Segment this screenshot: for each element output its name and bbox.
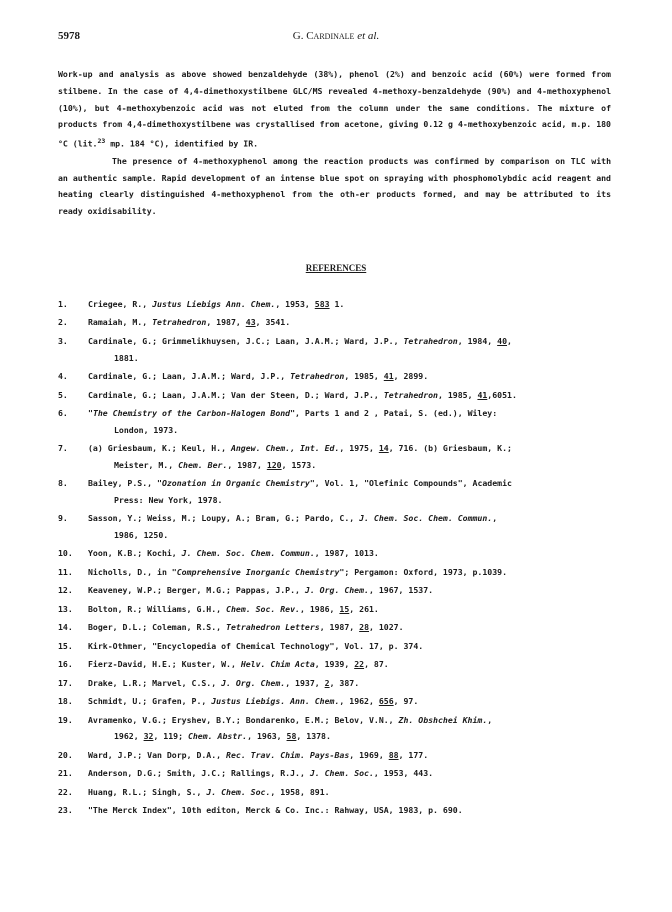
- reference-segment: ,: [507, 335, 512, 346]
- reference-segment: 22: [354, 659, 365, 670]
- reference-number: 4.: [58, 371, 68, 382]
- reference-segment: J. Chem. Soc. Chem. Commun.: [181, 548, 315, 559]
- reference-segment: "The Merck Index", 10th editon, Merck & Co. Inc.: Rahway, USA, 1983, p. 690.: [88, 805, 463, 816]
- reference-segment: 1881.: [114, 352, 139, 363]
- reference-segment: , 1986,: [299, 603, 340, 614]
- reference-item: [58, 475, 618, 508]
- reference-segment: Anderson, D.G.; Smith, J.C.; Rallings, R.J.,: [88, 768, 310, 779]
- reference-segment: 1.: [329, 299, 345, 309]
- reference-segment: J. Org. Chem.: [304, 585, 369, 596]
- reference-segment: Tetrahedron: [383, 389, 438, 400]
- running-header: [0, 30, 672, 42]
- reference-number: 6.: [58, 408, 68, 419]
- reference-segment: Huang, R.L.; Singh, S.,: [88, 786, 207, 797]
- reference-segment: , 1573.: [281, 459, 317, 470]
- reference-segment: Tetrahedron: [290, 371, 345, 382]
- reference-number: 22.: [58, 786, 73, 797]
- reference-number: 23.: [58, 805, 73, 816]
- reference-item: [58, 747, 618, 764]
- reference-item: [58, 765, 618, 782]
- reference-segment: , 1969,: [349, 749, 389, 760]
- reference-segment: Chem. Ber.: [178, 459, 228, 470]
- reference-item: [58, 314, 618, 331]
- reference-segment: Tetrahedron: [152, 317, 207, 328]
- reference-continuation: [88, 422, 618, 439]
- reference-segment: , 1958, 891.: [270, 786, 330, 797]
- reference-number: 9.: [58, 513, 68, 524]
- page-number: 5978: [58, 30, 80, 42]
- reference-segment: Helv. Chim Acta: [240, 659, 315, 670]
- reference-segment: ,: [487, 714, 493, 725]
- paragraph-2: The presence of 4-methoxyphenol among the reaction products was confirmed by comparison on TLC with an authentic sample. Rapid development of an intense blue spot on spraying with phosphomolybdic acid reagent and heating clearly distinguished 4-methoxyphenol from the oth-er products formed, and may be attributed to its ready oxidisability.: [58, 155, 611, 217]
- reference-segment: 88: [388, 749, 399, 760]
- body-text: [58, 66, 611, 220]
- reference-item: [58, 387, 618, 404]
- reference-segment: The Chemistry of the Carbon-Halogen Bond: [92, 408, 291, 419]
- reference-segment: Meister, M.,: [114, 459, 179, 470]
- reference-segment: , 1378.: [296, 731, 331, 742]
- reference-segment: J. Chem. Soc.: [309, 768, 374, 779]
- reference-segment: 120: [266, 459, 282, 470]
- reference-item: [58, 638, 618, 655]
- reference-segment: Bolton, R.; Williams, G.H.,: [88, 603, 227, 614]
- reference-segment: Schmidt, U.; Grafen, P.,: [88, 696, 212, 707]
- reference-segment: , 1987, 1013.: [314, 548, 379, 559]
- reference-number: 8.: [58, 478, 68, 489]
- reference-segment: Yoon, K.B.; Kochi,: [88, 548, 182, 559]
- reference-segment: , 119;: [153, 731, 188, 742]
- reference-segment: 1962,: [114, 731, 144, 742]
- reference-number: 13.: [58, 603, 73, 614]
- reference-segment: , 716. (b) Griesbaum, K.;: [388, 443, 512, 454]
- reference-segment: , 387.: [329, 677, 360, 688]
- reference-item: [58, 510, 618, 543]
- reference-segment: Keaveney, W.P.; Berger, M.G.; Pappas, J.P.,: [88, 585, 305, 596]
- reference-segment: Avramenko, V.G.; Eryshev, B.Y.; Bondarenko, E.M.; Belov, V.N.,: [88, 714, 399, 725]
- reference-segment: , 1953,: [275, 299, 315, 309]
- reference-segment: Rec. Trav. Chim. Pays-Bas: [226, 749, 350, 760]
- reference-segment: , 1939,: [314, 659, 355, 670]
- reference-segment: Chem. Abstr.: [187, 731, 248, 742]
- paragraph-1: [58, 66, 611, 153]
- reference-segment: , 1985,: [344, 371, 384, 382]
- reference-item: [58, 802, 618, 819]
- reference-item: [58, 619, 618, 636]
- reference-segment: Nicholls, D., in ": [88, 566, 177, 577]
- reference-item: [58, 545, 618, 562]
- reference-segment: Cardinale, G.; Laan, J.A.M.; Ward, J.P.,: [88, 371, 291, 382]
- reference-item: [58, 333, 618, 366]
- running-header-etal: et al.: [357, 30, 380, 42]
- reference-number: 1.: [58, 299, 68, 309]
- reference-segment: Comprehensive Inorganic Chemistry: [176, 566, 340, 577]
- reference-segment: Press: New York, 1978.: [114, 494, 223, 505]
- reference-number: 14.: [58, 622, 73, 633]
- reference-number: 19.: [58, 714, 73, 725]
- reference-segment: Boger, D.L.; Coleman, R.S.,: [88, 622, 227, 633]
- reference-segment: 41: [477, 389, 488, 400]
- reference-segment: , 1963,: [247, 731, 287, 742]
- reference-segment: ,: [492, 513, 498, 524]
- reference-item: [58, 693, 618, 710]
- reference-segment: 656: [378, 696, 394, 707]
- paragraph-1-end: mp. 184 °C), identified by IR.: [105, 138, 259, 149]
- reference-number: 20.: [58, 749, 73, 760]
- reference-segment: 1986, 1250.: [114, 529, 169, 540]
- reference-continuation: [88, 728, 618, 745]
- reference-segment: Cardinale, G.; Grimmelikhuysen, J.C.; Laan, J.A.M.; Ward, J.P.,: [88, 335, 404, 346]
- reference-number: 11.: [58, 566, 73, 577]
- reference-segment: J. Org. Chem.: [221, 677, 286, 688]
- reference-segment: 583: [314, 299, 330, 309]
- reference-segment: , 1953, 443.: [373, 768, 434, 779]
- reference-segment: London, 1973.: [114, 424, 179, 435]
- reference-segment: Cardinale, G.; Laan, J.A.M.; Van der Steen, D.; Ward, J.P.,: [88, 389, 384, 400]
- reference-segment: , 1987,: [319, 622, 360, 633]
- reference-segment: , 1987,: [206, 317, 246, 328]
- reference-item: [58, 582, 618, 599]
- reference-segment: , 97.: [393, 696, 419, 707]
- reference-segment: , 1975,: [339, 443, 379, 454]
- reference-segment: Ward, J.P.; Van Dorp, D.A.,: [88, 749, 227, 760]
- reference-item: [58, 564, 618, 581]
- reference-segment: ", Parts 1 and 2 , Patai, S. (ed.), Wiley:: [290, 408, 498, 419]
- reference-segment: Bailey, P.S., ": [88, 478, 162, 489]
- reference-segment: 40: [497, 335, 508, 346]
- reference-item: [58, 296, 618, 313]
- reference-segment: Justus Liebigs Ann. Chem.: [152, 299, 276, 309]
- reference-segment: Sasson, Y.; Weiss, M.; Loupy, A.; Bram, G.; Pardo, C.,: [88, 513, 360, 524]
- paragraph-1-text: Work-up and analysis as above showed benzaldehyde (38%), phenol (2%) and benzoic acid (60%) were formed from stilbene. In the case of 4,4-dimethoxystilbene GLC/MS revealed 4-methoxy-benzaldehyde (90%) and 4-methoxyphenol (10%), but 4-methoxybenzoic acid was not eluted from the column under the same conditions. The mixture of products from 4,4-dimethoxystilbene was crystallised from acetone, giving 0.12 g 4-methoxybenzoic acid, m.p. 180 °C (lit.: [58, 69, 611, 149]
- running-header-author: G. Cardinale: [292, 30, 355, 42]
- reference-segment: Justus Liebigs. Ann. Chem.: [211, 696, 340, 707]
- reference-segment: Zh. Obshchei Khim.: [398, 714, 488, 725]
- reference-segment: , 1962,: [339, 696, 379, 707]
- reference-number: 17.: [58, 677, 73, 688]
- reference-segment: J. Chem. Soc.: [206, 786, 271, 797]
- reference-segment: Fierz-David, H.E.; Kuster, W.,: [88, 659, 241, 670]
- reference-item: [58, 656, 618, 673]
- reference-segment: Angew. Chem., Int. Ed.: [230, 443, 340, 454]
- reference-segment: 41: [383, 371, 394, 382]
- reference-segment: 32: [143, 731, 154, 742]
- reference-segment: Drake, L.R.; Marvel, C.S.,: [88, 677, 222, 688]
- reference-number: 21.: [58, 768, 73, 779]
- reference-segment: Tetrahedron Letters: [226, 622, 320, 633]
- reference-segment: Tetrahedron: [403, 335, 458, 346]
- reference-continuation: [88, 457, 618, 474]
- reference-number: 10.: [58, 548, 73, 559]
- reference-segment: (a) Griesbaum, K.; Keul, H.,: [88, 443, 231, 454]
- reference-segment: 58: [286, 731, 297, 742]
- reference-segment: Chem. Soc. Rev.: [226, 603, 300, 614]
- reference-list: [58, 296, 618, 821]
- reference-number: 12.: [58, 585, 73, 596]
- reference-segment: ,6051.: [487, 389, 517, 400]
- reference-segment: 28: [359, 622, 369, 633]
- reference-segment: Criegee, R.,: [88, 299, 153, 309]
- reference-number: 2.: [58, 317, 68, 328]
- reference-segment: , 1937,: [285, 677, 325, 688]
- reference-segment: , 3541.: [255, 317, 291, 328]
- reference-segment: , 87.: [364, 659, 389, 670]
- reference-continuation: [88, 350, 618, 367]
- reference-segment: , 1984,: [457, 335, 498, 346]
- reference-segment: Ozonation in Organic Chemistry: [161, 478, 310, 489]
- reference-segment: , 2899.: [393, 371, 429, 382]
- reference-number: 15.: [58, 640, 73, 651]
- reference-item: [58, 601, 618, 618]
- reference-segment: , 261.: [349, 603, 379, 614]
- reference-continuation: [88, 527, 618, 544]
- reference-item: [58, 784, 618, 801]
- reference-item: [58, 712, 618, 745]
- reference-number: 18.: [58, 696, 73, 707]
- reference-item: [58, 368, 618, 385]
- reference-segment: , 1027.: [369, 622, 404, 633]
- reference-segment: ", Vol. 1, "Olefinic Compounds", Academic: [309, 478, 512, 489]
- reference-segment: 14: [378, 443, 389, 454]
- reference-segment: 2: [324, 677, 330, 688]
- reference-segment: Kirk-Othmer, "Encyclopedia of Chemical Technology", Vol. 17, p. 374.: [88, 640, 424, 651]
- reference-segment: , 1967, 1537.: [368, 585, 434, 596]
- reference-segment: , 177.: [398, 749, 429, 760]
- reference-number: 3.: [58, 335, 68, 346]
- reference-number: 16.: [58, 659, 73, 670]
- reference-number: 7.: [58, 443, 68, 454]
- reference-segment: , 1987,: [227, 459, 267, 470]
- reference-segment: , 1985,: [438, 389, 478, 400]
- reference-segment: ": [88, 408, 93, 419]
- references-heading: REFERENCES: [305, 263, 367, 273]
- reference-continuation: [88, 492, 618, 509]
- reference-item: [58, 405, 618, 438]
- reference-number: 5.: [58, 389, 68, 400]
- reference-segment: "; Pergamon: Oxford, 1973, p.1039.: [339, 566, 508, 577]
- reference-segment: 15: [339, 603, 350, 614]
- reference-segment: Ramaiah, M.,: [88, 317, 153, 328]
- citation-superscript: 23: [97, 137, 106, 146]
- reference-item: [58, 440, 618, 473]
- reference-segment: J. Chem. Soc. Chem. Commun.: [359, 513, 493, 524]
- reference-segment: 43: [245, 317, 256, 328]
- reference-item: [58, 675, 618, 692]
